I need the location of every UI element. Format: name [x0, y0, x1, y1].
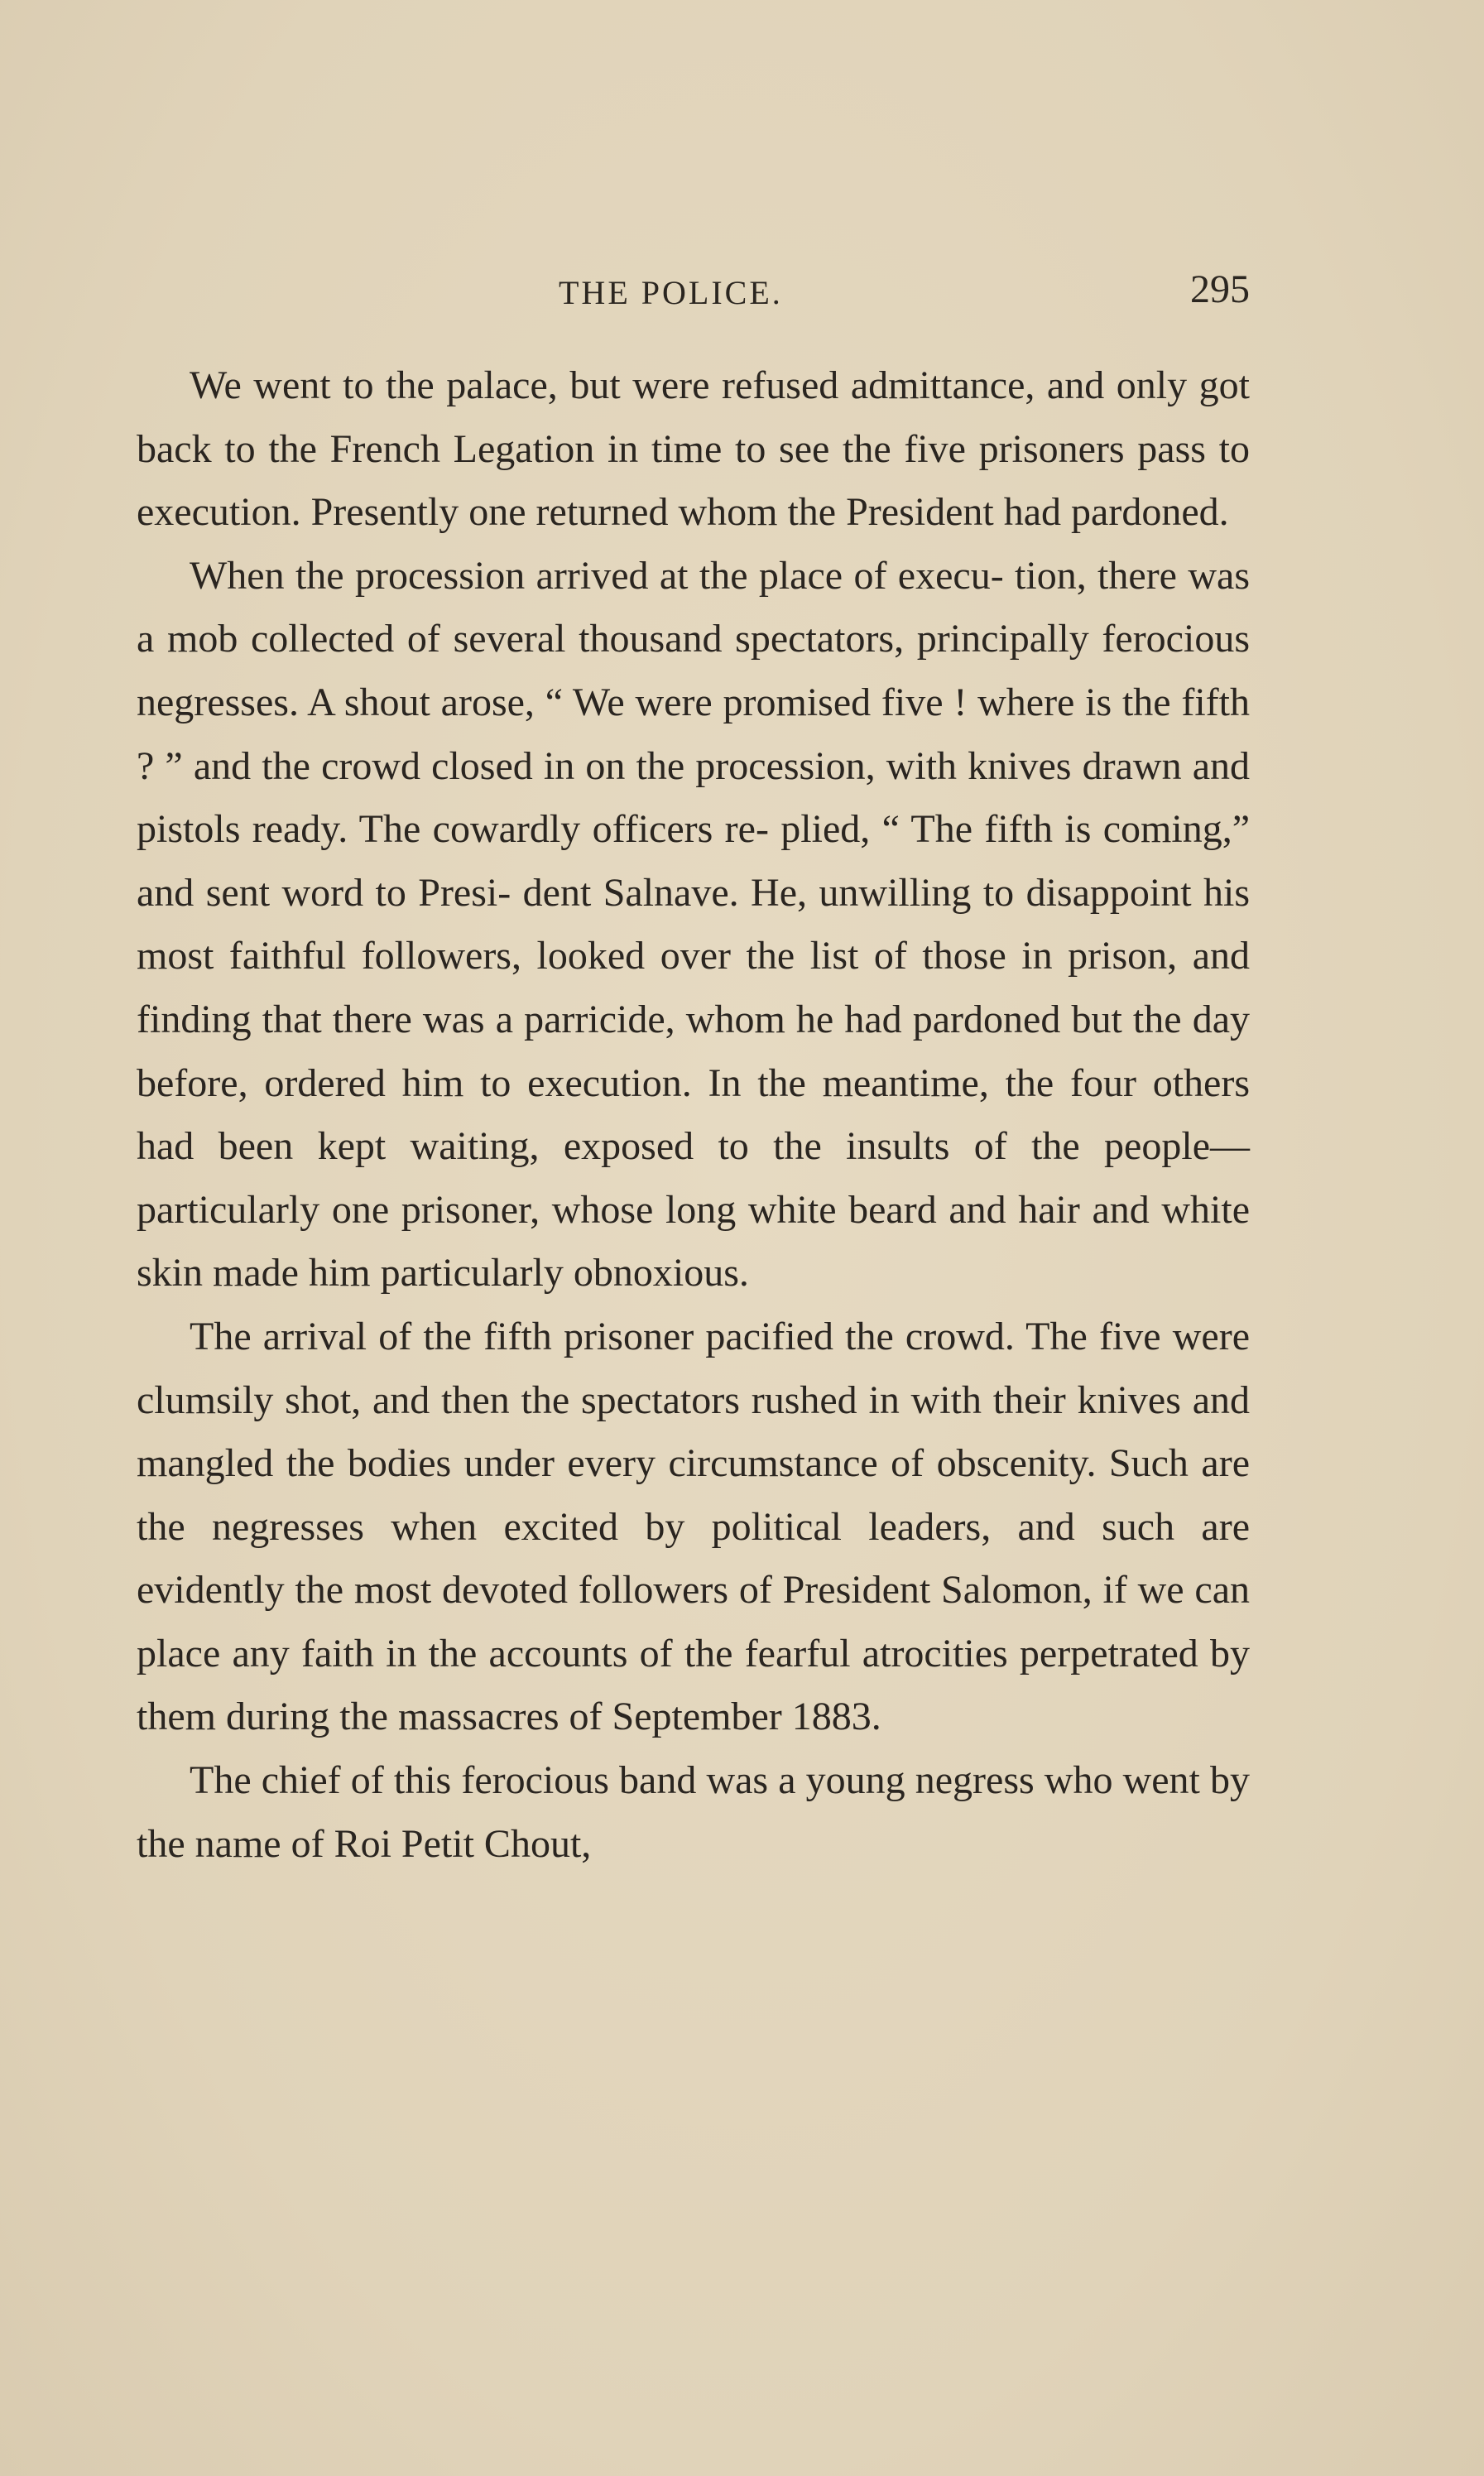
paragraph: The chief of this ferocious band was a young negress who went by the name of Roi Petit Chout, [137, 1758, 1250, 1866]
running-title: THE POLICE. [559, 274, 783, 311]
page-number: 295 [1190, 267, 1250, 311]
paragraph: The arrival of the fifth prisoner pacified the crowd. The five were clumsily shot, and then the spectators rushed in with their knives and mangled the bodies under every circumstance of obscenity. Such are the negresses when excited by political leaders, and such are evidently the most devoted followers of President Salomon, if we can place any faith in the accounts of the fearful atrocities perpetrated by them during the massacres of September 1883. [137, 1314, 1250, 1739]
running-head [137, 267, 1250, 316]
body-text [137, 354, 1250, 1876]
paragraph: When the procession arrived at the place of execu- tion, there was a mob collected of several thousand spectators, principally ferocious negresses. A shout arose, “ We were promised five ! where is the fifth ? ” and the crowd closed in on the procession, with knives drawn and pistols ready. The cowardly officers re- plied, “ The fifth is coming,” and sent word to Presi- dent Salnave. He, unwilling to disappoint his most faithful followers, looked over the list of those in prison, and finding that there was a parricide, whom he had pardoned but the day before, ordered him to execution. In the meantime, the four others had been kept waiting, exposed to the insults of the people— particularly one prisoner, whose long white beard and hair and white skin made him particularly obnoxious. [137, 553, 1250, 1296]
paragraph: We went to the palace, but were refused admittance, and only got back to the French Legation in time to see the five prisoners pass to execution. Presently one returned whom the President had pardoned. [137, 363, 1250, 535]
